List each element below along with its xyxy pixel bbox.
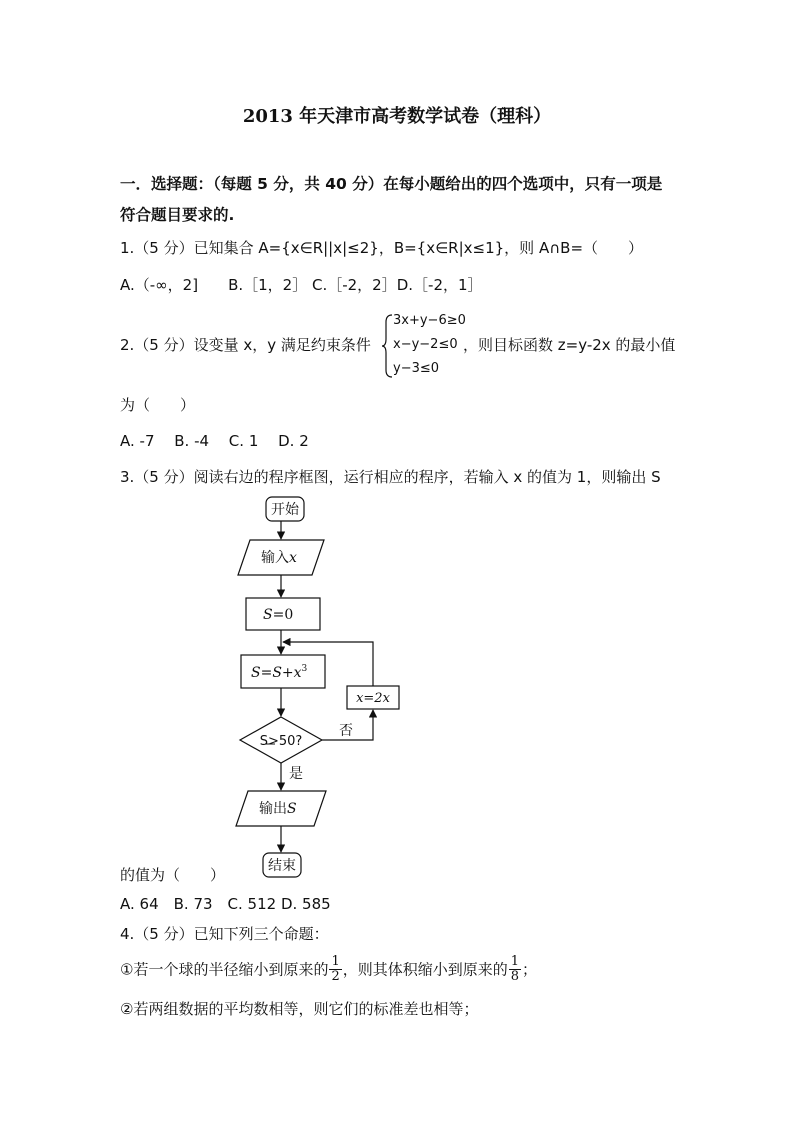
input-label: 输入x: [261, 550, 297, 566]
fraction-eighth: $\frac{1}{8}$: [510, 954, 520, 985]
start-label: 开始: [271, 502, 299, 518]
init-label: S=0: [263, 607, 294, 623]
no-label: 否: [339, 723, 353, 739]
q3-stem-cont: 的值为（ ）: [120, 866, 226, 884]
section-heading-line1: 一．选择题：（每题 5 分，共 40 分）在每小题给出的四个选项中，只有一项是: [120, 175, 663, 193]
end-label: 结束: [268, 858, 296, 874]
page-title: 2013 年天津市高考数学试卷（理科）: [242, 106, 552, 127]
q1-stem: 1.（5 分）已知集合 A={x∈R||x|≤2}，B={x∈R|x≤1}，则 A∩B=（ ）: [120, 239, 644, 257]
q4-item1: [120, 955, 537, 985]
decision-label: S>50?: [259, 734, 303, 749]
q2-stem-cont: 为（ ）: [120, 396, 196, 414]
q2-options: A. -7 B. -4 C. 1 D. 2: [120, 432, 309, 450]
q2-stem-post: ，则目标函数 z=y-2x 的最小值: [463, 336, 676, 354]
q4-item1-pre: ①若一个球的半径缩小到原来的: [120, 960, 329, 979]
q2-stem-pre: 2.（5 分）设变量 x，y 满足约束条件: [120, 336, 371, 354]
constraint-2: x−y−2≤0: [393, 337, 458, 352]
double-label: x=2x: [356, 691, 390, 706]
constraint-1: 3x+y−6≥0: [393, 313, 466, 328]
yes-label: 是: [289, 766, 303, 782]
q4-stem: 4.（5 分）已知下列三个命题：: [120, 925, 329, 943]
q3-options: A. 64 B. 73 C. 512 D. 585: [120, 895, 331, 913]
q3-stem: 3.（5 分）阅读右边的程序框图，运行相应的程序，若输入 x 的值为 1，则输出 S: [120, 468, 661, 486]
q4-item2: ②若两组数据的平均数相等，则它们的标准差也相等；: [120, 1000, 479, 1018]
constraint-3: y−3≤0: [393, 361, 440, 376]
update-label: $S=S+x^3$: [251, 664, 308, 681]
fraction-half: $\frac{1}{2}$: [331, 954, 340, 985]
q4-item1-mid: ，则其体积缩小到原来的: [342, 960, 508, 979]
output-label: 输出S: [259, 801, 297, 817]
q1-options: A.（-∞，2] B.［1，2］ C.［-2，2］D.［-2，1］: [120, 276, 483, 294]
section-heading-line2: 符合题目要求的.: [120, 206, 235, 224]
q4-item1-post: ；: [522, 960, 538, 979]
